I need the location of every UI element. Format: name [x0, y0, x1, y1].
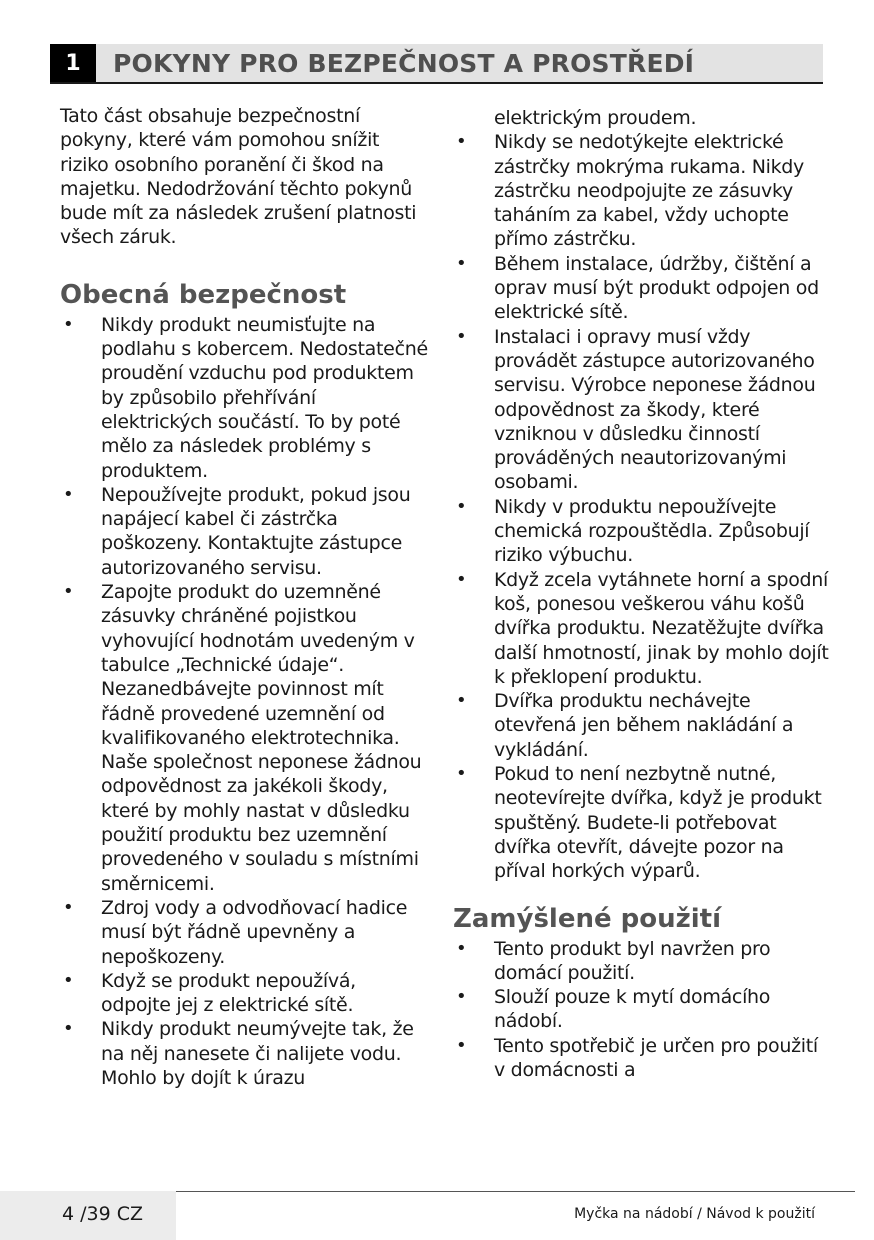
- list-item: • Když zcela vytáhnete horní a spodní koš, ponesou veškerou váhu košů dvířka produktu. Nezatěžujte dvířka další hmotností, jinak by mohlo dojít k překlopení produktu.: [456, 568, 829, 688]
- list-item: • Nikdy produkt neumývejte tak, že na něj nanesete či nalijete vodu. Mohlo by dojít k úrazu: [63, 1018, 414, 1089]
- list-item: • Zdroj vody a odvodňovací hadice musí být řádně upevněny a nepoškozeny.: [63, 896, 408, 968]
- intended-use-list: [453, 937, 833, 1083]
- list-item: • Během instalace, údržby, čištění a oprav musí být produkt odpojen od elektrické sítě.: [456, 252, 819, 324]
- intended-use-heading: Zamýšlené použití: [453, 903, 722, 934]
- bullet-icon: •: [63, 313, 74, 335]
- page-number: 4 /39 CZ: [62, 1203, 144, 1225]
- bullet-icon: •: [456, 986, 467, 1008]
- bullet-icon: •: [456, 495, 467, 517]
- right-column: [453, 106, 833, 1082]
- list-item: • Zapojte produkt do uzemněné zásuvky chráněné pojistkou vyhovující hodnotám uvedeným v tabulce „Technické údaje“. Nezanedbávejte povinnost mít řádně provedené uzemnění od kvalifikovaného elektrotechnika. Naše společnost neponese žádnou odpovědnost za jakékoli škody, které by mohly nastat v důsledku použití produktu bez uzemnění provedeného v souladu s místními směrnicemi.: [63, 581, 422, 895]
- bullet-icon: •: [456, 252, 467, 274]
- section-number: 1: [50, 44, 96, 82]
- general-safety-list: [60, 313, 428, 1091]
- bullet-icon: •: [63, 483, 74, 505]
- section-title: POKYNY PRO BEZPEČNOST A PROSTŘEDÍ: [113, 49, 695, 78]
- list-item: • Instalaci i opravy musí vždy provádět zástupce autorizovaného servisu. Výrobce neponese žádnou odpovědnost za škody, které vzniknou v důsledku činností prováděných neautorizovanými osobami.: [456, 325, 816, 494]
- bullet-icon: •: [456, 690, 467, 712]
- list-item-continuation: elektrickým proudem.: [494, 107, 697, 129]
- list-item: • Nikdy se nedotýkejte elektrické zástrčky mokrýma rukama. Nikdy zástrčku neodpojujte ze zásuvky taháním za kabel, vždy uchopte přímo zástrčku.: [456, 131, 804, 251]
- bullet-icon: •: [456, 568, 467, 590]
- list-item: • Nikdy produkt neumisťujte na podlahu s kobercem. Nedostatečné proudění vzduchu pod produktem by způsobilo přehřívání elektrických součástí. To by poté mělo za následek problémy s produktem.: [63, 313, 428, 482]
- list-item: • Slouží pouze k mytí domácího nádobí.: [456, 986, 771, 1033]
- bullet-icon: •: [456, 1034, 467, 1056]
- footer-divider: [176, 1191, 855, 1192]
- list-item: • Pokud to není nezbytně nutné, neotevírejte dvířka, když je produkt spuštěný. Budete-li potřebovat dvířka otevřít, dávejte pozor na příval horkých výparů.: [456, 763, 822, 883]
- list-item: • Když se produkt nepoužívá, odpojte jej z elektrické sítě.: [63, 969, 356, 1017]
- general-safety-heading: Obecná bezpečnost: [60, 279, 347, 310]
- bullet-icon: •: [456, 131, 467, 153]
- bullet-icon: •: [456, 325, 467, 347]
- general-safety-list-continued: [453, 130, 833, 883]
- list-item: • Dvířka produktu nechávejte otevřená jen během nakládání a vykládání.: [456, 690, 794, 761]
- section-header: [50, 44, 823, 84]
- list-item: • Nepoužívejte produkt, pokud jsou napájecí kabel či zástrčka poškozeny. Kontaktujte zástupce autorizovaného servisu.: [63, 483, 411, 579]
- bullet-icon: •: [63, 1018, 74, 1040]
- list-item: • Tento produkt byl navržen pro domácí použití.: [456, 937, 771, 984]
- list-item: • Nikdy v produktu nepoužívejte chemická rozpouštědla. Způsobují riziko výbuchu.: [456, 495, 810, 567]
- bullet-icon: •: [63, 896, 74, 918]
- bullet-icon: •: [456, 937, 467, 959]
- list-item: • Tento spotřebič je určen pro použití v domácnosti a: [456, 1034, 818, 1081]
- bullet-icon: •: [63, 581, 74, 603]
- intro-paragraph: Tato část obsahuje bezpečnostní pokyny, které vám pomohou snížit riziko osobního poranění či škod na majetku. Nedodržování těchto pokynů bude mít za následek zrušení platnosti všech záruk.: [60, 105, 417, 249]
- bullet-icon: •: [456, 763, 467, 785]
- footer-document-title: Myčka na nádobí / Návod k použití: [574, 1206, 815, 1222]
- bullet-icon: •: [63, 969, 74, 991]
- left-column: [60, 104, 428, 1090]
